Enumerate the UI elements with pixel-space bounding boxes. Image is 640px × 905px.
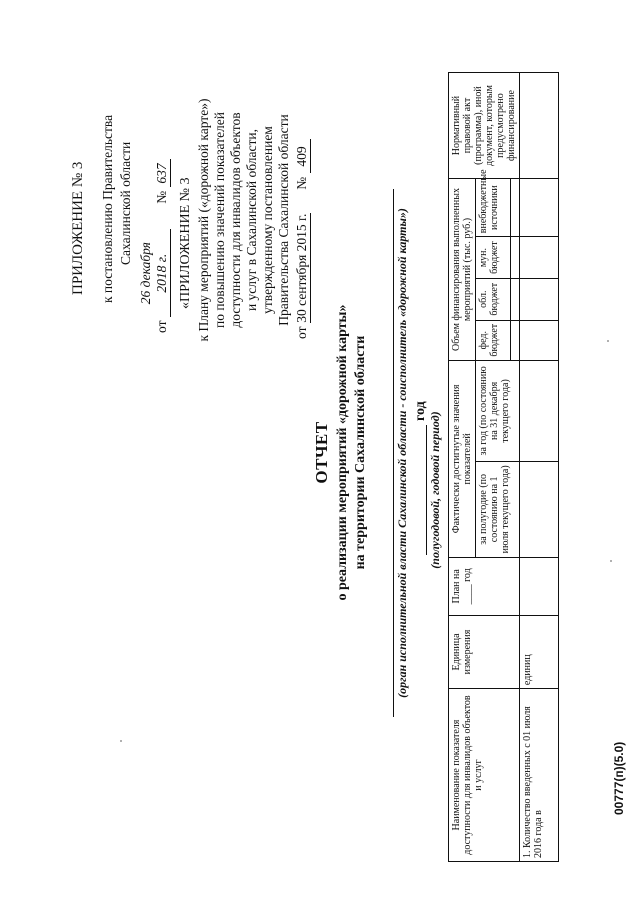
prior-appendix-line-6: Правительства Сахалинской области xyxy=(276,114,291,326)
period-underline xyxy=(426,425,427,555)
table-row xyxy=(520,73,559,862)
appendix-date-line xyxy=(138,103,171,333)
prior-appendix-line-5: утвержденному постановлением xyxy=(260,126,275,314)
prior-appendix-num-value: 409 xyxy=(294,140,311,174)
row1-legal-act xyxy=(520,73,559,179)
header-legal-act: Нормативный правовой акт (программа), иной документ, которым предусмотрено финансирование xyxy=(449,73,520,179)
prior-appendix-date-prefix: от xyxy=(294,326,309,339)
report-subtitle-2: на территории Сахалинской области xyxy=(353,335,368,570)
row1-unit: единиц xyxy=(520,615,559,688)
period-label: (полугодовой, годовой период) xyxy=(428,411,442,569)
appendix-title: ПРИЛОЖЕНИЕ № 3 xyxy=(70,161,86,295)
row1-mun xyxy=(520,237,559,279)
appendix-num-value: 637 xyxy=(154,160,171,188)
row1-obl xyxy=(520,278,559,320)
header-row-1 xyxy=(449,73,476,862)
header-indicator-name: Наименование показателя доступности для инвалидов объектов и услуг xyxy=(449,689,520,862)
header-financing: Объем финансирования выполненных мероприятий (тыс. руб.) xyxy=(449,179,476,361)
prior-appendix-line-1: к Плану мероприятий («дорожной карте») xyxy=(196,98,211,342)
org-label: (орган исполнительной власти Сахалинской области - соисполнитель «дорожной карты») xyxy=(395,208,409,698)
report-subtitle-1: о реализации мероприятий «дорожной карты» xyxy=(335,304,350,601)
year-suffix: год xyxy=(413,401,428,421)
prior-appendix-line-3: доступности для инвалидов объектов xyxy=(228,112,243,328)
scan-mark xyxy=(610,560,612,562)
prior-appendix-line-4: и услуг в Сахалинской области, xyxy=(244,128,259,312)
prior-appendix-date-value: 30 сентября 2015 г. xyxy=(294,213,309,323)
row1-fact-year xyxy=(520,360,559,461)
header-fed: фед. бюджет xyxy=(476,320,511,360)
header-obl-sub xyxy=(511,278,520,320)
header-fact-year: за год (по состоянию на 31 декабря текущего года) xyxy=(476,360,520,461)
header-fact: Фактически достигнутые значения показателей xyxy=(449,360,476,557)
appendix-date-value: 26 декабря 2018 г. xyxy=(138,229,171,317)
header-extra: внебюджетные источники xyxy=(476,179,511,237)
appendix-date-prefix: от xyxy=(154,320,169,333)
header-fact-half: за полугодие (по состоянию на 1 июля текущего года) xyxy=(476,461,520,557)
header-fed-sub xyxy=(511,320,520,360)
row1-fed xyxy=(520,320,559,360)
appendix-num-label: № xyxy=(154,190,169,204)
report-title: ОТЧЕТ xyxy=(312,421,331,484)
prior-appendix-title: «ПРИЛОЖЕНИЕ № 3 xyxy=(178,177,193,309)
scan-mark xyxy=(120,740,122,742)
prior-appendix-num-label: № xyxy=(294,176,309,190)
header-mun: мун. бюджет xyxy=(476,237,511,279)
prior-appendix-date-line xyxy=(294,99,311,339)
document-code: 00777(п)(5.0) xyxy=(612,741,626,815)
row1-fact-half xyxy=(520,461,559,557)
header-extra-sub xyxy=(511,179,520,237)
appendix-line-1: к постановлению Правительства xyxy=(100,114,115,303)
prior-appendix-line-2: по повышению значений показателей xyxy=(212,111,227,329)
row1-extra xyxy=(520,179,559,237)
header-unit: Единица измерения xyxy=(449,615,520,688)
row1-indicator-name: 1. Количество введенных с 01 июля 2016 года в xyxy=(520,689,559,862)
header-mun-sub xyxy=(511,237,520,279)
header-plan: План на ____ год xyxy=(449,557,520,615)
row1-plan xyxy=(520,557,559,615)
appendix-line-2: Сахалинской области xyxy=(118,141,133,265)
scan-mark xyxy=(607,340,609,342)
org-underline xyxy=(393,189,394,717)
header-obl: обл. бюджет xyxy=(476,278,511,320)
report-table xyxy=(448,72,559,862)
